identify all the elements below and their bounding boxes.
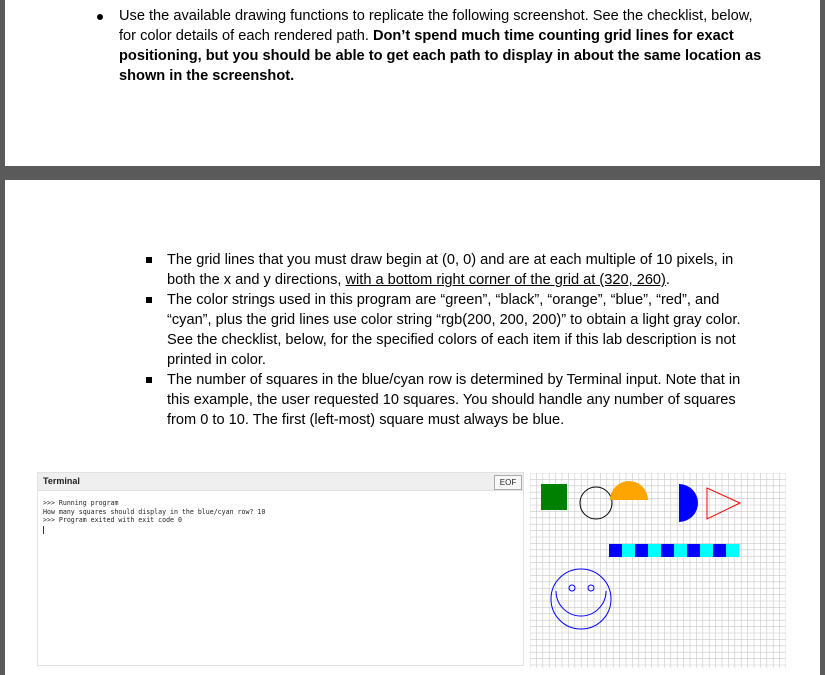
cyan-square — [648, 544, 661, 557]
blue-square — [713, 544, 726, 557]
sub-bullet-list — [145, 250, 765, 430]
sub-item-grid-underlined: with a bottom right corner of the grid at (320, 260) — [345, 272, 666, 288]
sub-item-colors-text: The color strings used in this program are “green”, “black”, “orange”, “blue”, “red”, and “cyan”, plus the grid lines use color string “rgb(200, 200, 200)” to obtain a light gray color. See the checklist, below, for the specified colors of each item if this lab description is not printed in color. — [167, 292, 741, 368]
sub-item-grid-period: . — [665, 272, 670, 288]
terminal-output — [43, 499, 265, 525]
square-bullet — [146, 297, 152, 303]
eof-button[interactable]: EOF — [494, 475, 522, 490]
grid-lines — [530, 473, 786, 668]
cyan-square — [726, 544, 739, 557]
terminal-line: >>> Running program — [43, 499, 119, 507]
canvas-svg — [530, 473, 786, 668]
sub-item-grid-text: The grid lines that you must draw begin at (0, 0) and are at each multiple of 10 pixels, in both the x and y directions, — [167, 252, 734, 288]
square-row — [609, 544, 739, 557]
orange-half-circle — [610, 481, 648, 500]
blue-square — [609, 544, 622, 557]
terminal-cursor — [43, 526, 44, 534]
terminal-line: How many squares should display in the blue/cyan row? 10 — [43, 507, 266, 516]
terminal-line: >>> Program exited with exit code 0 — [43, 516, 182, 524]
intro-bullet — [105, 6, 765, 86]
sub-item-grid — [145, 250, 765, 290]
blue-half-circle — [679, 484, 698, 522]
blue-square — [687, 544, 700, 557]
terminal-title: Terminal — [43, 476, 80, 486]
intro-text — [105, 6, 765, 86]
black-circle — [580, 487, 612, 519]
blue-square — [661, 544, 674, 557]
sub-item-squares-text: The number of squares in the blue/cyan row is determined by Terminal input. Note that in this example, the user requested 10 squares. You should handle any number of squares from 0 to 10. The first (left-most) square must always be blue. — [167, 372, 741, 428]
square-bullet — [146, 377, 152, 383]
terminal-header — [38, 473, 523, 491]
cyan-square — [700, 544, 713, 557]
document-page-top — [5, 0, 820, 166]
drawing-canvas — [530, 473, 786, 668]
intro-normal-text: Use the available drawing functions to replicate the following screenshot. See the checklist, below, for color details of each rendered path. — [119, 8, 753, 44]
green-square — [541, 484, 567, 510]
bullet-dot — [97, 14, 103, 20]
cyan-square — [622, 544, 635, 557]
blue-square — [635, 544, 648, 557]
sub-item-squares — [145, 370, 765, 430]
cyan-square — [674, 544, 687, 557]
document-page-bottom — [5, 180, 820, 675]
square-bullet — [146, 257, 152, 263]
sub-item-colors — [145, 290, 765, 370]
intro-bold-text: Don’t spend much time counting grid lines for exact positioning, but you should be able to get each path to display in about the same location as shown in the screenshot. — [119, 28, 762, 84]
terminal-panel — [37, 472, 524, 666]
